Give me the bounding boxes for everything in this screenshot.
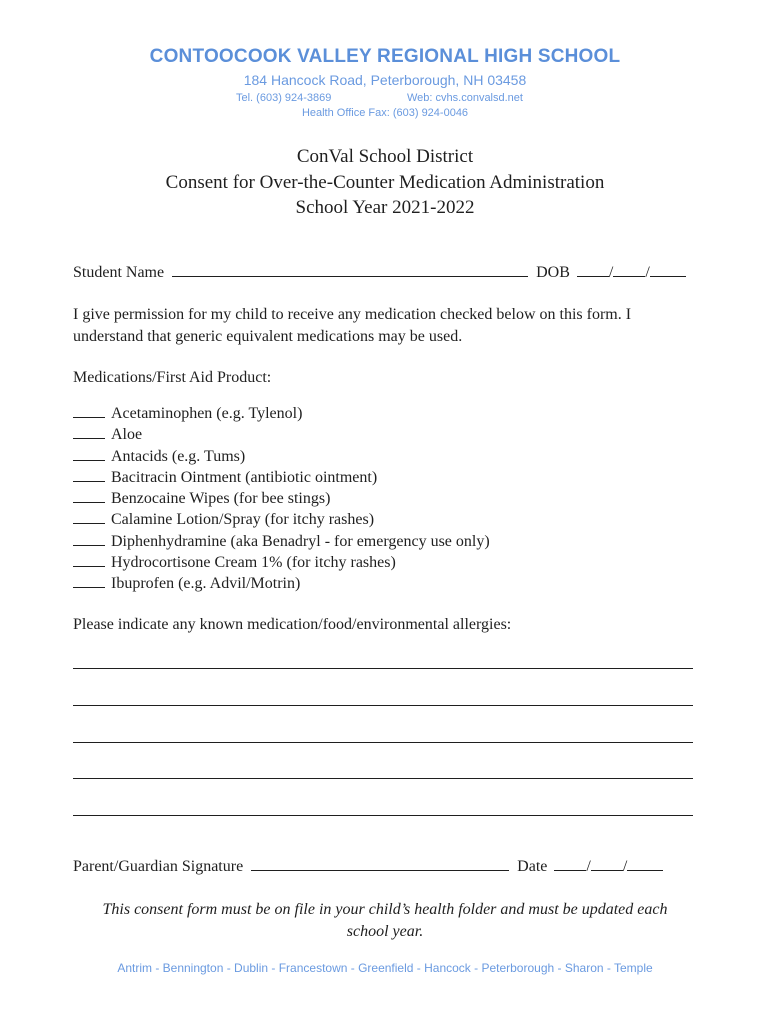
- medication-check-blank[interactable]: [73, 468, 105, 482]
- medication-item: [73, 552, 490, 573]
- date-day-field[interactable]: [591, 856, 623, 871]
- medication-name: Hydrocortisone Cream 1% (for itchy rashes): [111, 554, 396, 572]
- allergy-line-1[interactable]: [73, 668, 693, 669]
- medication-check-blank[interactable]: [73, 574, 105, 588]
- student-info-row: Student Name DOB / /: [73, 262, 693, 282]
- title-district: ConVal School District: [296, 146, 474, 167]
- medication-check-blank[interactable]: [73, 532, 105, 546]
- medications-label: Medications/First Aid Product:: [73, 369, 272, 386]
- school-address: 184 Hancock Road, Peterborough, NH 03458: [243, 72, 527, 88]
- school-name: CONTOOCOOK VALLEY REGIONAL HIGH SCHOOL: [149, 46, 621, 67]
- medication-name: Bacitracin Ointment (antibiotic ointment): [111, 468, 378, 486]
- medication-name: Acetaminophen (e.g. Tylenol): [111, 405, 303, 422]
- date-label: Date: [517, 858, 548, 875]
- health-office-fax: Health Office Fax: (603) 924-0046: [301, 107, 469, 119]
- signature-label: Parent/Guardian Signature: [73, 858, 244, 875]
- medication-check-blank[interactable]: [73, 489, 105, 503]
- medication-check-blank[interactable]: [73, 404, 105, 418]
- medication-item: [73, 509, 490, 530]
- date-year-field[interactable]: [627, 856, 663, 871]
- form-title: [0, 144, 770, 221]
- title-school-year: School Year 2021-2022: [295, 197, 475, 218]
- student-name-label: Student Name: [73, 264, 165, 281]
- medication-name: Diphenhydramine (aka Benadryl - for emergency use only): [111, 532, 490, 550]
- signature-field[interactable]: [251, 856, 509, 871]
- dob-label: DOB: [536, 264, 570, 281]
- dob-year-field[interactable]: [650, 262, 686, 277]
- permission-statement: I give permission for my child to receive any medication checked below on this form. I understand that generic equivalent medications may be used.: [73, 306, 632, 345]
- consent-note: This consent form must be on file in your child’s health folder and must be updated each school year.: [102, 901, 668, 940]
- medication-check-blank[interactable]: [73, 510, 105, 524]
- medication-item: [73, 488, 490, 509]
- allergies-label: Please indicate any known medication/food/environmental allergies:: [73, 616, 512, 633]
- medication-name: Antacids (e.g. Tums): [111, 447, 246, 465]
- medication-item: [73, 467, 490, 488]
- dob-day-field[interactable]: [613, 262, 645, 277]
- medication-name: Benzocaine Wipes (for bee stings): [111, 490, 331, 508]
- medication-item: [73, 424, 490, 445]
- school-telephone: Tel. (603) 924-3869: [236, 92, 332, 104]
- medication-item: [73, 403, 490, 424]
- allergy-line-5[interactable]: [73, 815, 693, 816]
- school-website: Web: cvhs.convalsd.net: [407, 92, 523, 104]
- medication-name: Aloe: [111, 426, 143, 444]
- medication-check-blank[interactable]: [73, 553, 105, 567]
- signature-row: Parent/Guardian Signature Date / /: [73, 856, 693, 876]
- medication-name: Ibuprofen (e.g. Advil/Motrin): [111, 575, 301, 593]
- medication-item: [73, 531, 490, 552]
- allergy-line-3[interactable]: [73, 742, 693, 743]
- dob-month-field[interactable]: [577, 262, 609, 277]
- medication-item: [73, 446, 490, 467]
- medication-check-blank[interactable]: [73, 447, 105, 461]
- title-form-name: Consent for Over-the-Counter Medication Administration: [165, 171, 605, 193]
- medication-check-blank[interactable]: [73, 425, 105, 439]
- allergy-line-2[interactable]: [73, 705, 693, 706]
- date-month-field[interactable]: [554, 856, 586, 871]
- medication-item: [73, 573, 490, 594]
- medication-list: [73, 403, 490, 595]
- student-name-field[interactable]: [172, 262, 528, 277]
- allergy-line-4[interactable]: [73, 778, 693, 779]
- medication-name: Calamine Lotion/Spray (for itchy rashes): [111, 511, 375, 529]
- district-towns-footer: Antrim - Bennington - Dublin - Francestown - Greenfield - Hancock - Peterborough - Sharon - Temple: [117, 961, 653, 975]
